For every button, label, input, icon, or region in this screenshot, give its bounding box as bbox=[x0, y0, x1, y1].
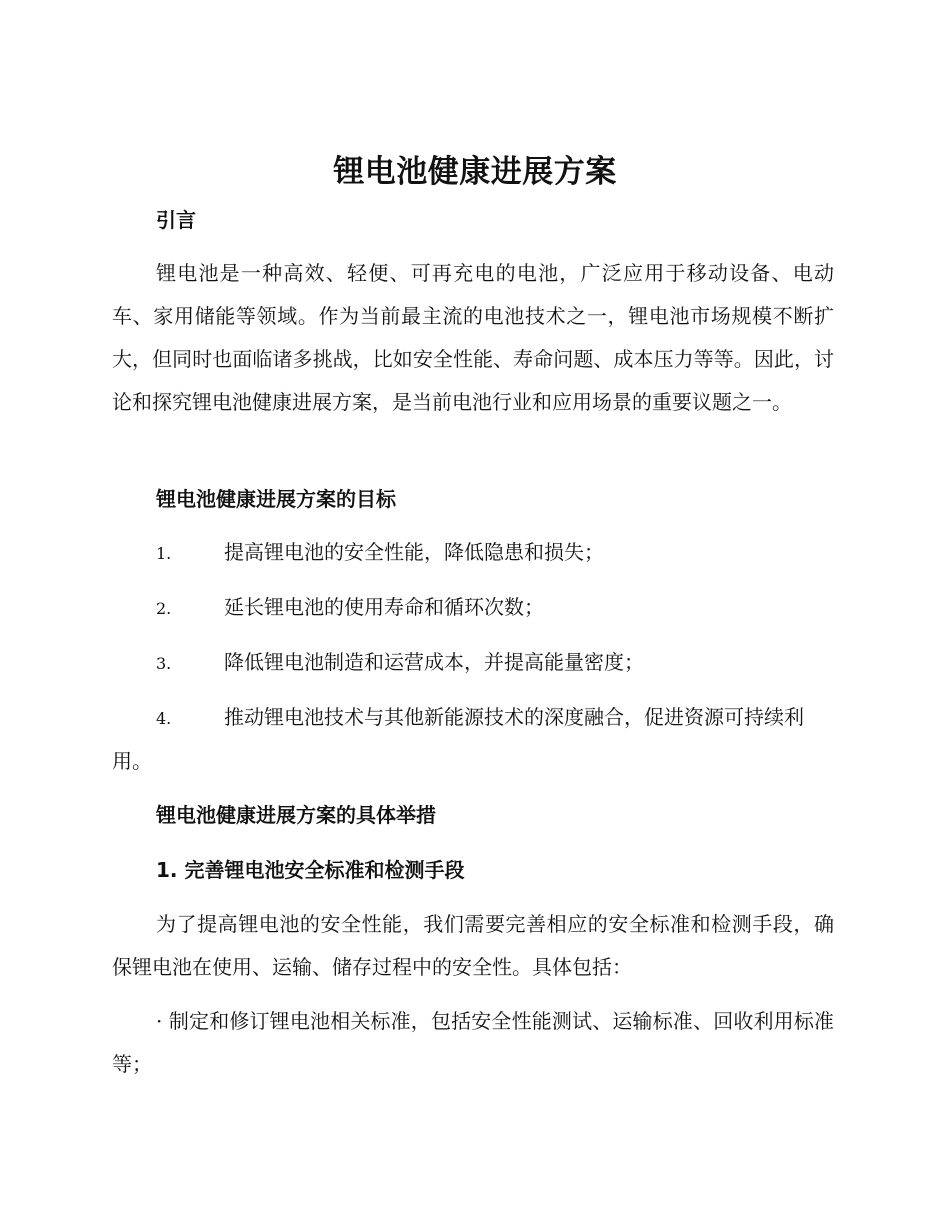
goal-text: 推动锂电池技术与其他新能源技术的深度融合，促进资源可持续利用。 bbox=[112, 705, 804, 773]
intro-paragraph: 锂电池是一种高效、轻便、可再充电的电池，广泛应用于移动设备、电动车、家用储能等领域。作为当前最主流的电池技术之一，锂电池市场规模不断扩大，但同时也面临诸多挑战，比如安全性能、寿命问题、成本压力等等。因此，讨论和探究锂电池健康进展方案，是当前电池行业和应用场景的重要议题之一。 bbox=[112, 261, 834, 414]
goal-number: 3. bbox=[156, 654, 172, 673]
measures-heading: 锂电池健康进展方案的具体举措 bbox=[156, 803, 436, 827]
goal-item-1 bbox=[112, 531, 834, 575]
goal-item-2 bbox=[112, 586, 834, 630]
document-title: 锂电池健康进展方案 bbox=[333, 154, 617, 190]
goal-text: 延长锂电池的使用寿命和循环次数； bbox=[224, 595, 544, 619]
goals-heading: 锂电池健康进展方案的目标 bbox=[156, 487, 396, 511]
bullet-item: · 制定和修订锂电池相关标准，包括安全性能测试、运输标准、回收利用标准等； bbox=[112, 1009, 834, 1076]
goal-number: 4. bbox=[156, 709, 172, 728]
goal-text: 提高锂电池的安全性能，降低隐患和损失； bbox=[224, 540, 604, 564]
intro-heading: 引言 bbox=[156, 208, 196, 232]
goal-number: 2. bbox=[156, 599, 172, 618]
measure-1-heading: 1. 完善锂电池安全标准和检测手段 bbox=[156, 858, 465, 882]
measure-1-paragraph: 为了提高锂电池的安全性能，我们需要完善相应的安全标准和检测手段，确保锂电池在使用、运输、储存过程中的安全性。具体包括： bbox=[112, 912, 834, 979]
goal-item-4 bbox=[112, 696, 834, 783]
goal-text: 降低锂电池制造和运营成本，并提高能量密度； bbox=[224, 650, 644, 674]
goal-number: 1. bbox=[156, 544, 172, 563]
goal-item-3 bbox=[112, 641, 834, 685]
